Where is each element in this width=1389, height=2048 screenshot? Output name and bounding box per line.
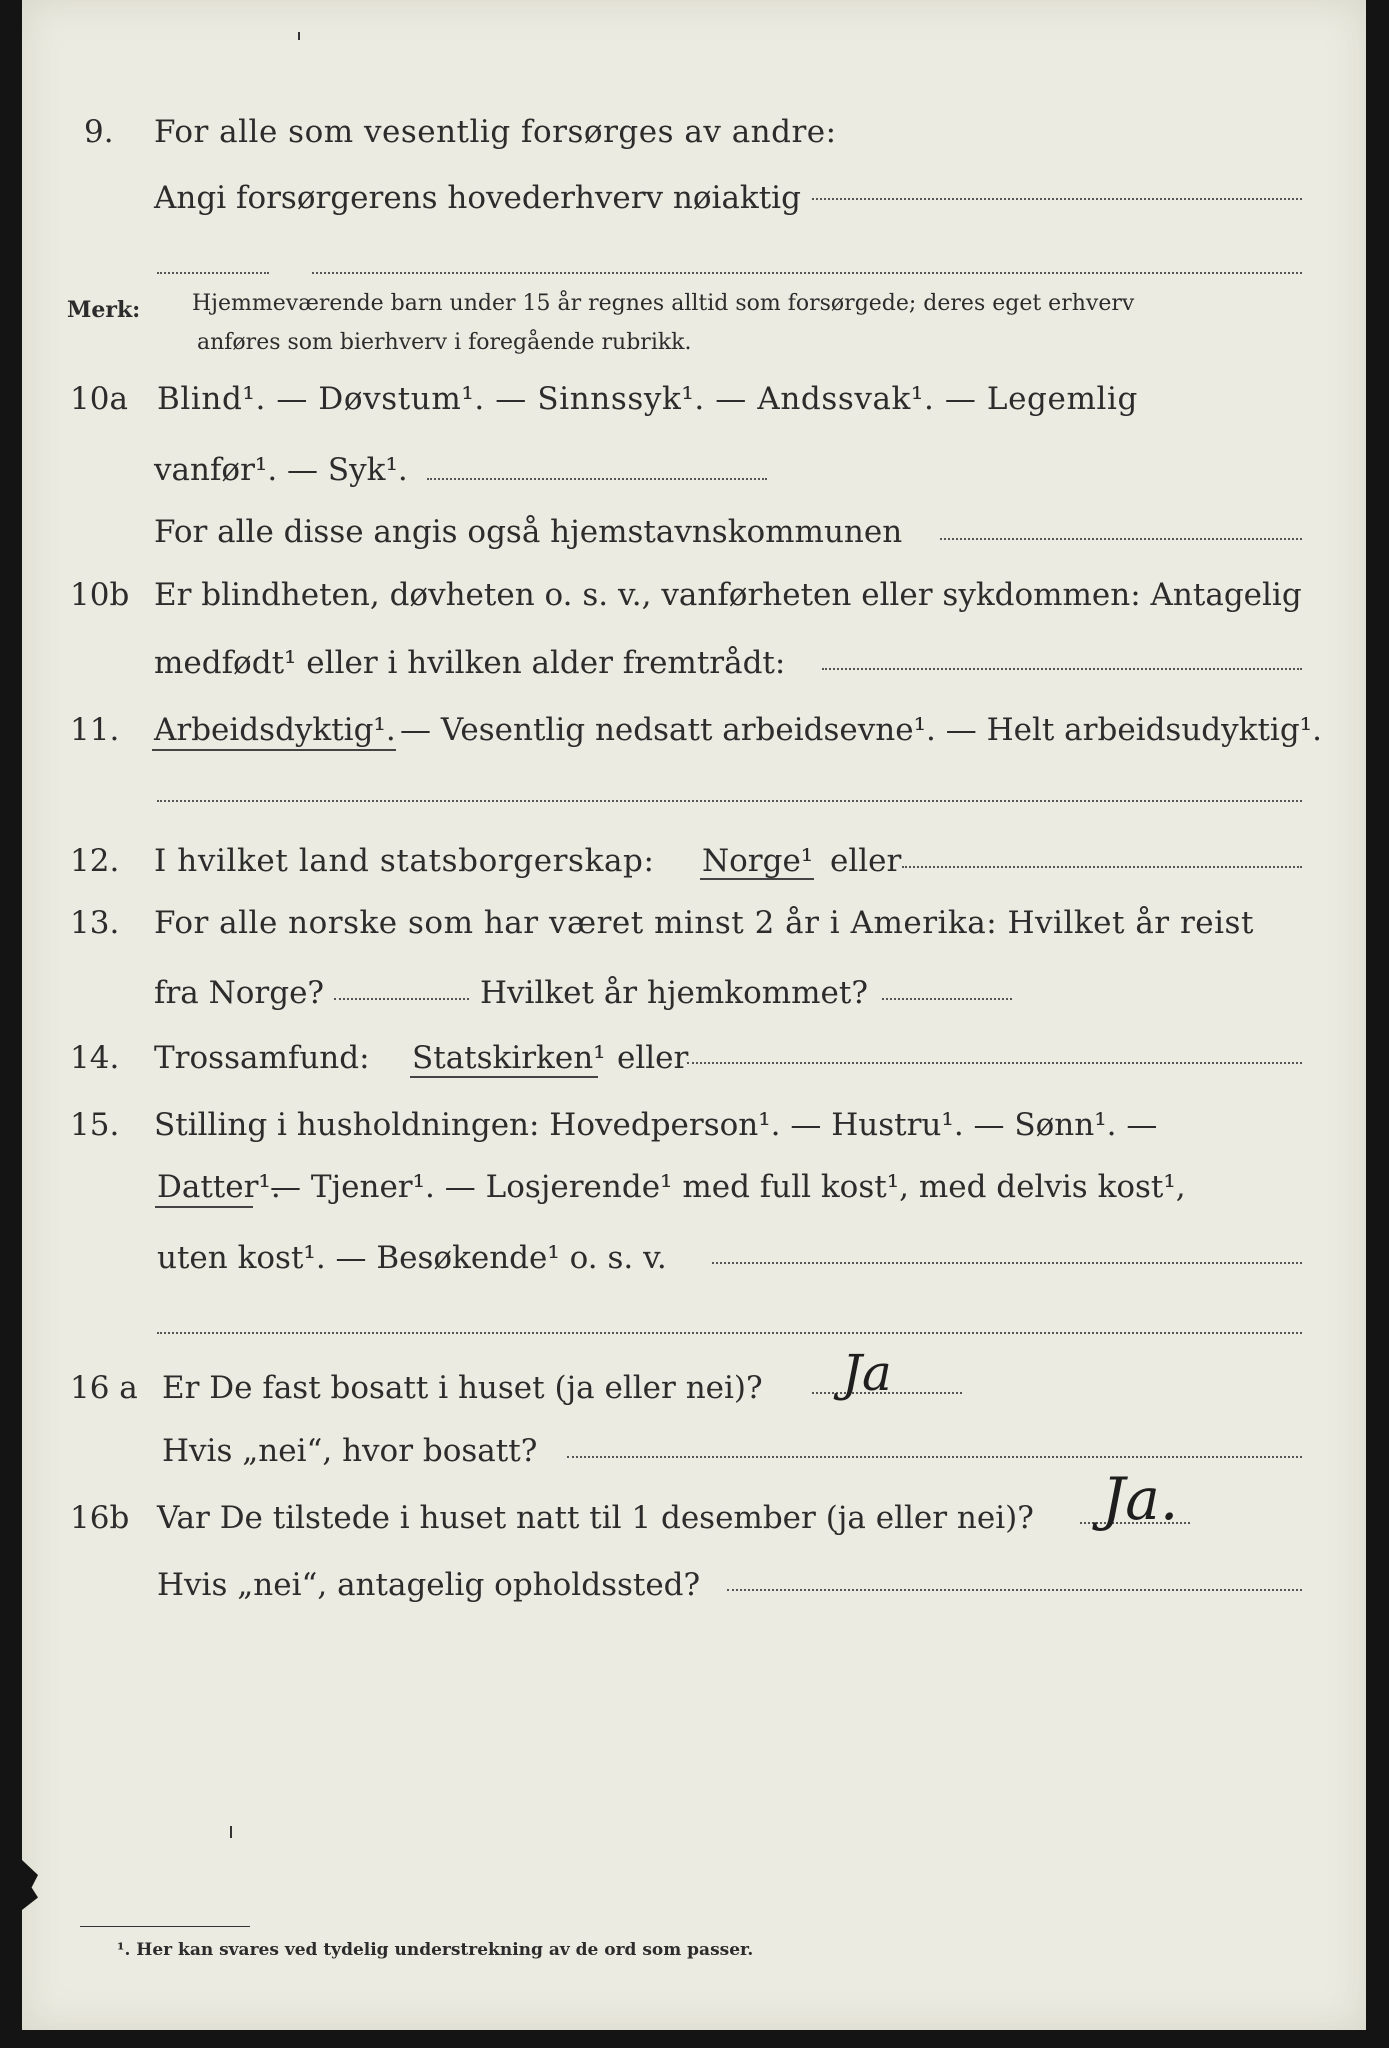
paper-mark bbox=[298, 32, 300, 40]
q10a-hjemstavn-line bbox=[940, 538, 1302, 540]
q12-tail: eller bbox=[830, 843, 902, 879]
q13-line1: For alle norske som har været minst 2 år i Amerika: Hvilket år reist bbox=[154, 905, 1254, 941]
q13-line2b: Hvilket år hjemkommet? bbox=[480, 975, 868, 1011]
q12-underline bbox=[700, 878, 814, 880]
q14-underline bbox=[410, 1076, 598, 1078]
q13-number: 13. bbox=[70, 905, 120, 941]
q12-text: I hvilket land statsborgerskap: bbox=[154, 843, 655, 879]
q12-answer-line bbox=[902, 866, 1302, 868]
merk-line2: anføres som bierhverv i foregående rubrikk. bbox=[197, 330, 692, 355]
q16a-bosatt-line bbox=[567, 1456, 1302, 1458]
q9-answer-line bbox=[812, 198, 1302, 200]
footnote-text: ¹. Her kan svares ved tydelig understrekning av de ord som passer. bbox=[117, 1940, 754, 1960]
q10a-syk-line bbox=[427, 478, 767, 480]
q16b-handwritten-answer: Ja. bbox=[1102, 1465, 1179, 1533]
q10b-line1: Er blindheten, døvheten o. s. v., vanførheten eller sykdommen: Antagelig bbox=[154, 577, 1302, 613]
q10a-line3: For alle disse angis også hjemstavnskommunen bbox=[154, 514, 903, 550]
q15-line2b: — Tjener¹. — Losjerende¹ med full kost¹, med delvis kost¹, bbox=[270, 1169, 1186, 1205]
q10b-answer-line bbox=[822, 668, 1302, 670]
q13-line2a: fra Norge? bbox=[154, 975, 325, 1011]
q16b-number: 16b bbox=[70, 1500, 130, 1536]
q14-number: 14. bbox=[70, 1040, 120, 1076]
form-page bbox=[22, 0, 1366, 2030]
q15-line1: Stilling i husholdningen: Hovedperson¹. — Hustru¹. — Sønn¹. — bbox=[154, 1107, 1158, 1143]
q15-extra-line bbox=[157, 1332, 1302, 1334]
q9-extra-line-b bbox=[312, 272, 1302, 274]
q16b-line1: Var De tilstede i huset natt til 1 desember (ja eller nei)? bbox=[157, 1500, 1034, 1536]
q13-hjemkommet-line bbox=[882, 998, 1012, 1000]
q13-reist-line bbox=[334, 998, 469, 1000]
q11-underline bbox=[152, 749, 396, 751]
q9-extra-line-a bbox=[157, 272, 269, 274]
q11-rest: — Vesentlig nedsatt arbeidsevne¹. — Helt arbeidsudyktig¹. bbox=[400, 712, 1322, 748]
q9-line1: For alle som vesentlig forsørges av andre: bbox=[154, 114, 837, 150]
q14-option-statskirken: Statskirken¹ bbox=[412, 1040, 606, 1076]
q11-extra-line bbox=[157, 800, 1302, 802]
q10b-line2: medfødt¹ eller i hvilken alder fremtrådt: bbox=[154, 645, 786, 681]
paper-mark bbox=[230, 1826, 232, 1838]
q15-underline bbox=[155, 1206, 253, 1208]
q11-option-arbeidsdyktig: Arbeidsdyktig¹. bbox=[154, 712, 396, 748]
q10a-number: 10a bbox=[70, 381, 128, 417]
q9-line2: Angi forsørgerens hovederhverv nøiaktig bbox=[154, 180, 801, 216]
q12-option-norge: Norge¹ bbox=[702, 843, 814, 879]
q14-tail: eller bbox=[617, 1040, 689, 1076]
footnote-rule bbox=[80, 1926, 250, 1927]
q14-text: Trossamfund: bbox=[154, 1040, 370, 1076]
q10a-line2: vanfør¹. — Syk¹. bbox=[154, 452, 408, 488]
q15-answer-line bbox=[712, 1262, 1302, 1264]
q15-option-datter: Datter¹. bbox=[157, 1169, 281, 1205]
merk-label: Merk: bbox=[67, 297, 141, 323]
q10b-number: 10b bbox=[70, 577, 130, 613]
q14-answer-line bbox=[687, 1062, 1302, 1064]
q16b-line2: Hvis „nei“, antagelig opholdssted? bbox=[157, 1567, 701, 1603]
q16a-handwritten-answer: Ja bbox=[842, 1344, 892, 1402]
q15-line3: uten kost¹. — Besøkende¹ o. s. v. bbox=[157, 1240, 667, 1276]
q9-number: 9. bbox=[84, 114, 114, 150]
merk-line1: Hjemmeværende barn under 15 år regnes alltid som forsørgede; deres eget erhverv bbox=[192, 291, 1135, 316]
q16a-line1: Er De fast bosatt i huset (ja eller nei)? bbox=[162, 1370, 763, 1406]
q16a-line2: Hvis „nei“, hvor bosatt? bbox=[162, 1433, 538, 1469]
q12-number: 12. bbox=[70, 843, 120, 879]
q16b-opholdssted-line bbox=[727, 1589, 1302, 1591]
q15-number: 15. bbox=[70, 1107, 120, 1143]
q16a-number: 16 a bbox=[70, 1370, 138, 1406]
q10a-line1: Blind¹. — Døvstum¹. — Sinnssyk¹. — Andssvak¹. — Legemlig bbox=[157, 381, 1138, 417]
q11-number: 11. bbox=[70, 712, 120, 748]
